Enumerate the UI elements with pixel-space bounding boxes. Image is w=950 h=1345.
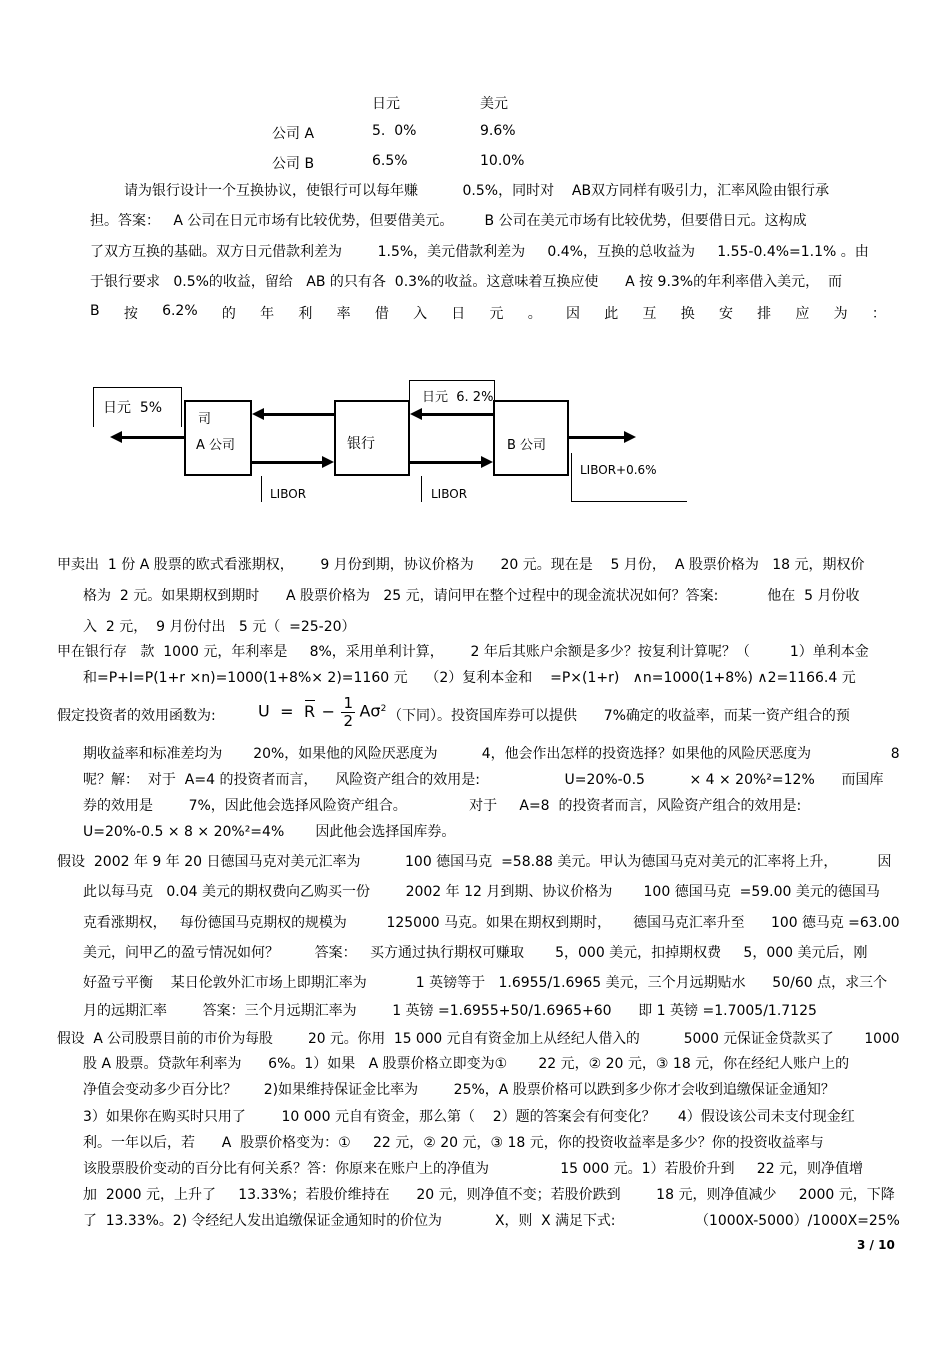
label-libor-06: LIBOR+0.6% xyxy=(580,463,657,477)
company-b-label: B 公司 xyxy=(507,438,547,453)
text-line: 假定投资者的效用函数为: xyxy=(57,708,216,724)
company-a-label: A 公司 xyxy=(196,438,236,453)
text-line: 券的效用是 7%，因此他会选择风险资产组合。 对于 A=8 的投资者而言，风险资产组合的效用是: xyxy=(83,798,802,814)
table-row-label: 公司 B xyxy=(272,156,315,172)
table-cell: 9.6% xyxy=(480,123,516,139)
text-line: U=20%-0.5 × 8 × 20%²=4% 因此他会选择国库券。 xyxy=(83,824,456,840)
utility-formula: U = R − $\frac{1}{2}$ $A\sigma^2$ xyxy=(258,694,387,730)
text-line: 担。答案： A 公司在日元市场有比较优势，但要借美元。 B 公司在美元市场有比较优势，但要借日元。这构成 xyxy=(90,213,807,229)
text-line: 假设 A 公司股票目前的市价为每股 20 元。你用 15 000 元自有资金加上从经纪人借入的 5000 元保证金贷款买了 1000 xyxy=(57,1031,900,1047)
text-line: 请为银行设计一个互换协议，使银行可以每年赚 0.5%，同时对 AB双方同样有吸引力，汇率风险由银行承 xyxy=(124,183,830,199)
table-header-usd: 美元 xyxy=(480,96,508,112)
text-line: 入 2 元， 9 月份付出 5 元（ =25-20） xyxy=(83,619,356,635)
label-yen-5: 日元 5% xyxy=(103,400,163,416)
table-cell: 6.5% xyxy=(372,153,408,169)
text-line: 于银行要求 0.5%的收益，留给 AB 的只有各 0.3%的收益。这意味着互换应使 A 按 9.3%的年利率借入美元， 而 xyxy=(90,274,843,290)
justified-line: B 按 6.2% 的 年 利 率 借 入 日 元 。 因 此 互 换 安 排 应 为 ： xyxy=(90,303,886,322)
table-cell: 10.0% xyxy=(480,153,525,169)
table-row-label: 公司 A xyxy=(272,126,315,142)
bank-label: 银行 xyxy=(347,436,375,452)
text-line: 利。一年以后，若 A 股票价格变为：① 22 元，② 20 元，③ 18 元，你的投资收益率是多少？你的投资收益率与 xyxy=(83,1135,824,1151)
label-libor-1: LIBOR xyxy=(270,487,307,501)
text-line: 了 13.33%。2) 令经纪人发出追缴保证金通知时的价位为 X，则 X 满足下式: （1000X-5000）/1000X=25% xyxy=(83,1213,900,1229)
text-line: 好盈亏平衡 某日伦敦外汇市场上即期汇率为 1 英镑等于 1.6955/1.6965 美元，三个月远期贴水 50/60 点，求三个 xyxy=(83,975,888,991)
label-yen-62: 日元 6. 2% xyxy=(422,390,494,405)
text-line: 了双方互换的基础。双方日元借款利差为 1.5%，美元借款利差为 0.4%，互换的总收益为 1.55-0.4%=1.1% 。由 xyxy=(90,244,869,260)
text-line: 甲卖出 1 份 A 股票的欧式看涨期权， 9 月份到期，协议价格为 20 元。现在是 5 月份， A 股票价格为 18 元，期权价 xyxy=(57,557,865,573)
company-a-char: 司 xyxy=(198,412,212,427)
page-number: 3 / 10 xyxy=(857,1238,895,1252)
text-line: 净值会变动多少百分比？ 2)如果维持保证金比率为 25%，A 股票价格可以跌到多少你才会收到追缴保证金通知？ xyxy=(83,1082,835,1098)
text-line: 3）如果你在购买时只用了 10 000 元自有资金，那么第（ 2）题的答案会有何变化？ 4）假设该公司未支付现金红 xyxy=(83,1109,855,1125)
text-line: 假设 2002 年 9 年 20 日德国马克对美元汇率为 100 德国马克 =58.88 美元。甲认为德国马克对美元的汇率将上升， 因 xyxy=(57,854,892,870)
text-line: 该股票股价变动的百分比有何关系？答：你原来在账户上的净值为 15 000 元。1）若股价升到 22 元，则净值增 xyxy=(83,1161,864,1177)
text-line: 格为 2 元。如果期权到期时 A 股票价格为 25 元，请问甲在整个过程中的现金流状况如何？答案: 他在 5 月份收 xyxy=(83,588,860,604)
table-header-jpy: 日元 xyxy=(372,96,400,112)
text-line: 此以每马克 0.04 美元的期权费向乙购买一份 2002 年 12 月到期、协议价格为 100 德国马克 =59.00 美元的德国马 xyxy=(83,884,880,900)
text-line: 股 A 股票。贷款年利率为 6%。1）如果 A 股票价格立即变为① 22 元，② 20 元，③ 18 元，你在经纪人账户上的 xyxy=(83,1056,850,1072)
text-line: 期收益率和标准差均为 20%，如果他的风险厌恶度为 4，他会作出怎样的投资选择？如果他的风险厌恶度为 8 xyxy=(83,746,900,762)
text-line: 和=P+I=P(1+r ×n)=1000(1+8%× 2)=1160 元 （2）复利本金和 =P×(1+r) ∧n=1000(1+8%) ∧2=1166.4 元 xyxy=(83,670,856,686)
text-line: 呢？解： 对于 A=4 的投资者而言， 风险资产组合的效用是: U=20%-0.5 × 4 × 20%²=12% 而国库 xyxy=(83,772,884,788)
text-line: 甲在银行存 款 1000 元，年利率是 8%，采用单利计算， 2 年后其账户余额是多少？按复利计算呢？（ 1）单利本金 xyxy=(57,644,869,660)
table-cell: 5. 0% xyxy=(372,123,417,139)
text-line: （下同）。投资国库券可以提供 7%确定的收益率，而某一资产组合的预 xyxy=(388,708,850,724)
text-line: 美元，问甲乙的盈亏情况如何？ 答案： 买方通过执行期权可赚取 5，000 美元，扣掉期权费 5，000 美元后，刚 xyxy=(83,945,868,961)
text-line: 加 2000 元，上升了 13.33%；若股价维持在 20 元，则净值不变；若股价跌到 18 元，则净值减少 2000 元，下降 xyxy=(83,1187,895,1203)
label-libor-2: LIBOR xyxy=(431,487,468,501)
text-line: 克看涨期权， 每份德国马克期权的规模为 125000 马克。如果在期权到期时， 德国马克汇率升至 100 德马克 =63.00 xyxy=(83,915,900,931)
text-line: 月的远期汇率 答案：三个月远期汇率为 1 英镑 =1.6955+50/1.6965+60 即 1 英镑 =1.7005/1.7125 xyxy=(83,1003,817,1019)
